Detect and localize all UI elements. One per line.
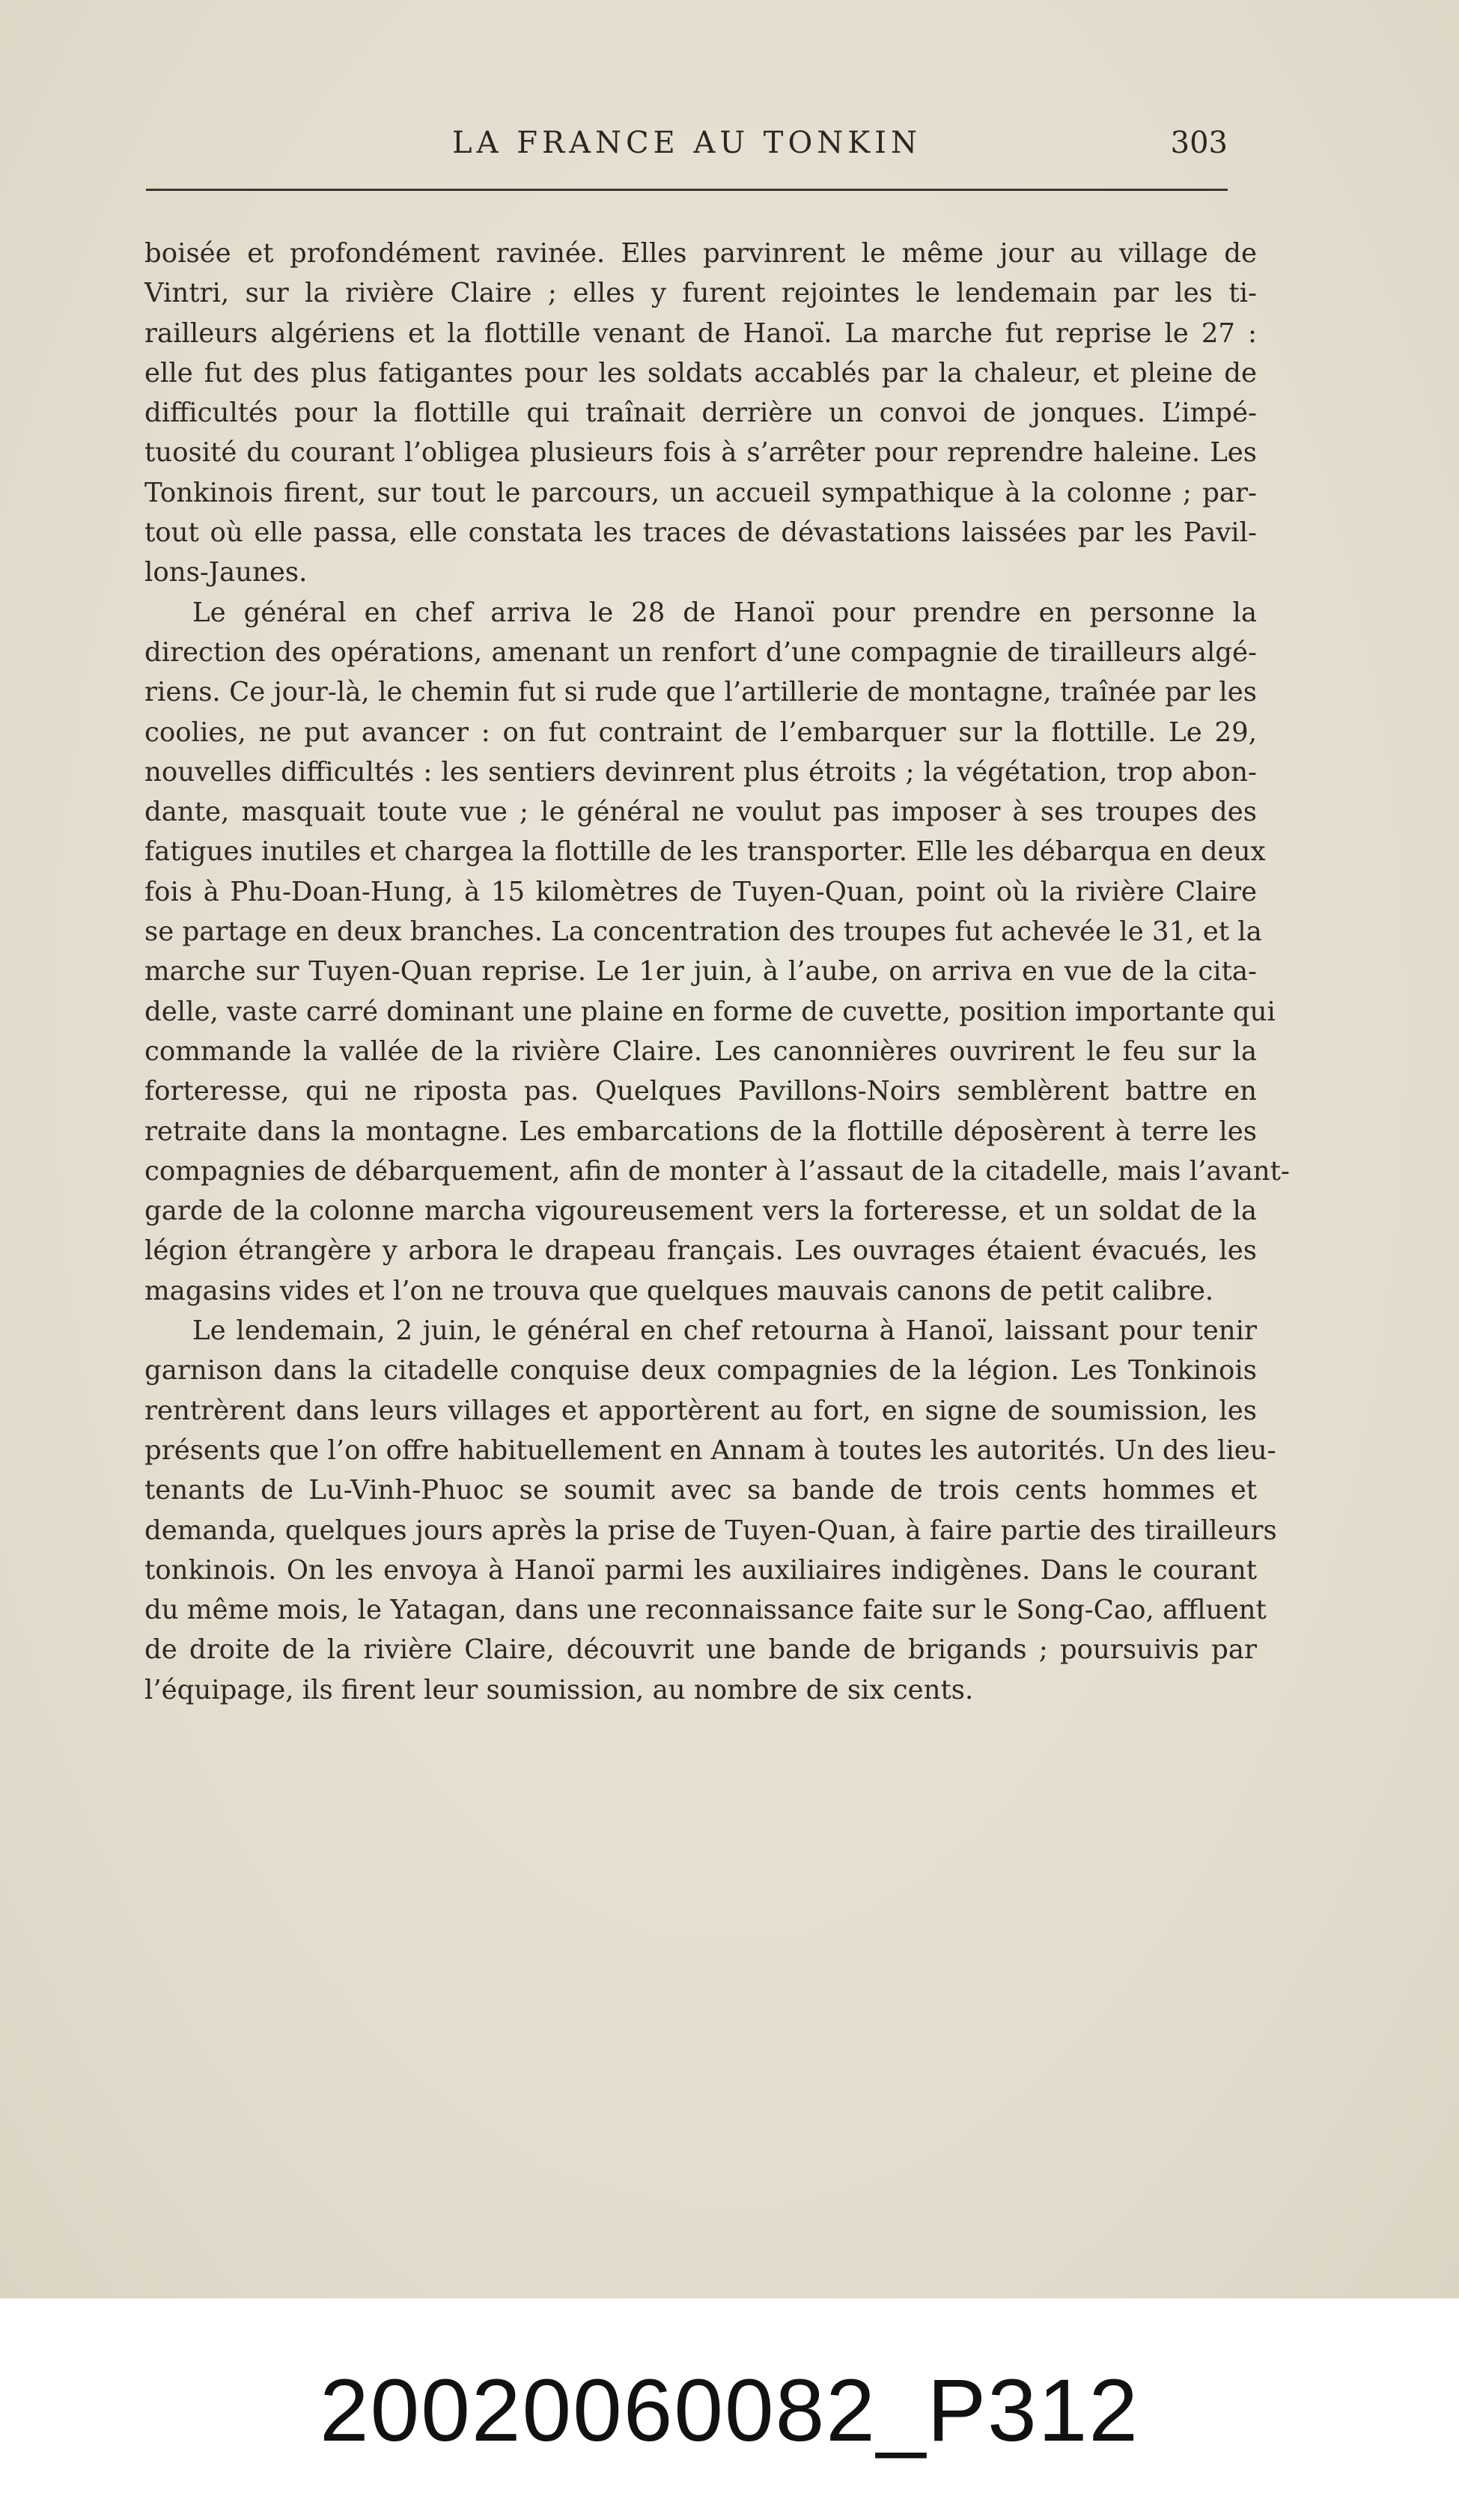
text-line: forteresse, qui ne riposta pas. Quelques Pavillons-Noirs semblèrent battre en (144, 1076, 1257, 1107)
body-text (144, 234, 1290, 1710)
text-line: fatigues inutiles et chargea la flottille de les transporter. Elle les débarqua en deux (144, 836, 1266, 868)
text-line: demanda, quelques jours après la prise de Tuyen-Quan, à faire partie des tirailleurs (144, 1515, 1277, 1546)
text-line: Le général en chef arriva le 28 de Hanoï pour prendre en personne la (192, 597, 1257, 628)
header-rule (146, 189, 1228, 191)
text-line: retraite dans la montagne. Les embarcations de la flottille déposèrent à terre les (144, 1116, 1257, 1147)
page-number: 303 (1170, 126, 1228, 160)
text-line: garde de la colonne marcha vigoureusement vers la forteresse, et un soldat de la (144, 1196, 1257, 1227)
running-title: LA FRANCE AU TONKIN (452, 126, 922, 160)
text-line: Tonkinois firent, sur tout le parcours, un accueil sympathique à la colonne ; par- (144, 477, 1257, 508)
text-line: dante, masquait toute vue ; le général ne voulut pas imposer à ses troupes des (144, 797, 1257, 828)
text-line: tout où elle passa, elle constata les traces de dévastations laissées par les Pavil- (144, 517, 1257, 549)
text-line: tonkinois. On les envoya à Hanoï parmi les auxiliaires indigènes. Dans le courant (144, 1554, 1257, 1586)
text-line: l’équipage, ils firent leur soumission, au nombre de six cents. (144, 1674, 974, 1705)
text-line: légion étrangère y arbora le drapeau français. Les ouvrages étaient évacués, les (144, 1235, 1257, 1267)
text-line: difficultés pour la flottille qui traînait derrière un convoi de jonques. L’impé- (144, 398, 1257, 429)
text-line: Vintri, sur la rivière Claire ; elles y furent rejointes le lendemain par les ti- (144, 278, 1257, 309)
text-line: du même mois, le Yatagan, dans une reconnaissance faite sur le Song-Cao, affluent (144, 1595, 1267, 1626)
text-line: delle, vaste carré dominant une plaine en forme de cuvette, position importante qui (144, 996, 1276, 1027)
text-line: elle fut des plus fatigantes pour les soldats accablés par la chaleur, et pleine de (144, 357, 1257, 389)
text-line: magasins vides et l’on ne trouva que quelques mauvais canons de petit calibre. (144, 1275, 1214, 1306)
text-line: boisée et profondément ravinée. Elles parvinrent le même jour au village de (144, 238, 1257, 269)
text-line: se partage en deux branches. La concentration des troupes fut achevée le 31, et la (144, 916, 1262, 948)
text-line: de droite de la rivière Claire, découvrit une bande de brigands ; poursuivis par (144, 1634, 1257, 1666)
text-line: nouvelles difficultés : les sentiers devinrent plus étroits ; la végétation, trop abon- (144, 756, 1257, 788)
text-line: Le lendemain, 2 juin, le général en chef retourna à Hanoï, laissant pour tenir (192, 1315, 1257, 1347)
text-line: lons-Jaunes. (144, 557, 308, 588)
text-line: direction des opérations, amenant un renfort d’une compagnie de tirailleurs algé- (144, 636, 1257, 668)
footer (0, 2298, 1459, 2520)
text-line: tenants de Lu-Vinh-Phuoc se soumit avec sa bande de trois cents hommes et (144, 1475, 1257, 1506)
archive-id: 20020060082_P312 (319, 2361, 1140, 2460)
page-header (146, 126, 1228, 171)
text-line: fois à Phu-Doan-Hung, à 15 kilomètres de Tuyen-Quan, point où la rivière Claire (144, 876, 1257, 907)
text-line: tuosité du courant l’obligea plusieurs fois à s’arrêter pour reprendre haleine. Les (144, 437, 1257, 469)
text-line: garnison dans la citadelle conquise deux compagnies de la légion. Les Tonkinois (144, 1355, 1257, 1387)
text-line: rentrèrent dans leurs villages et apportèrent au fort, en signe de soumission, les (144, 1395, 1257, 1426)
text-line: riens. Ce jour-là, le chemin fut si rude que l’artillerie de montagne, traînée par les (144, 677, 1257, 708)
text-line: railleurs algériens et la flottille venant de Hanoï. La marche fut reprise le 27 : (144, 317, 1257, 349)
text-line: commande la vallée de la rivière Claire. Les canonnières ouvrirent le feu sur la (144, 1035, 1257, 1067)
text-line: compagnies de débarquement, afin de monter à l’assaut de la citadelle, mais l’avant- (144, 1155, 1290, 1187)
text-line: présents que l’on offre habituellement en Annam à toutes les autorités. Un des lieu- (144, 1434, 1276, 1466)
text-line: coolies, ne put avancer : on fut contraint de l’embarquer sur la flottille. Le 29, (144, 716, 1257, 748)
text-line: marche sur Tuyen-Quan reprise. Le 1er juin, à l’aube, on arriva en vue de la cita- (144, 956, 1257, 987)
